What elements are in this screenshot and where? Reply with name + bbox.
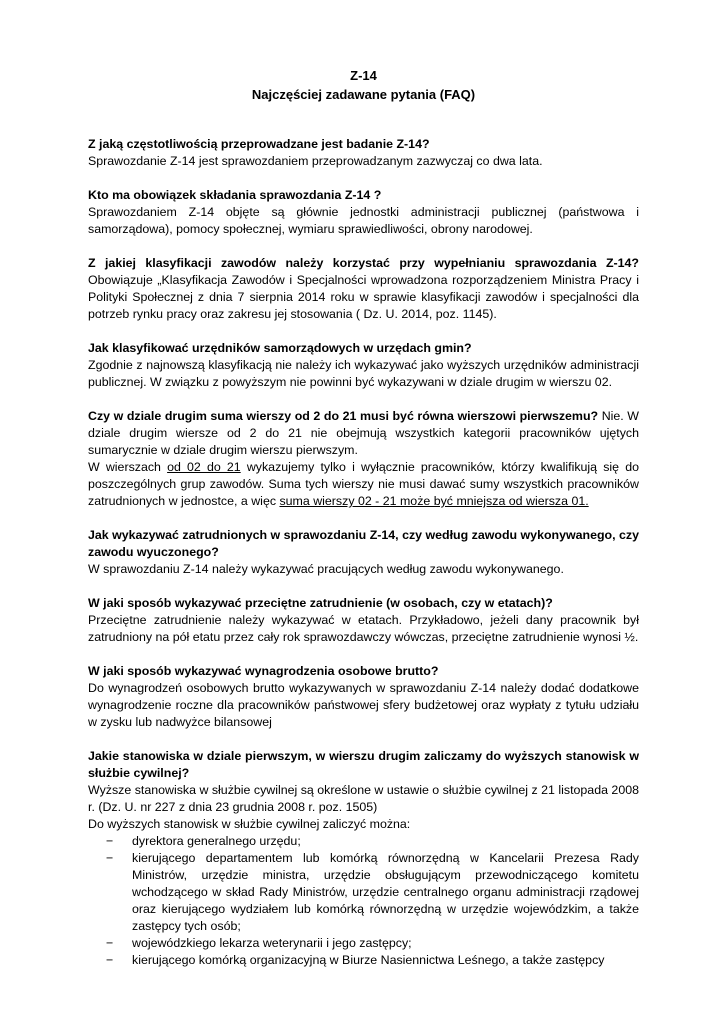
faq-question: Jakie stanowiska w dziale pierwszym, w wierszu drugim zaliczamy do wyższych stanowisk w służbie cywilnej?	[88, 749, 639, 780]
answer-text: wykazujemy tylko i wyłącznie pracowników, którzy kwalifikują się do poszczególnych grup zawodów. Suma tych wierszy nie musi dawać sumy wszystkich pracowników zatrudnionych w jednostce, a więc	[88, 460, 639, 508]
faq-question: Jak wykazywać zatrudnionych w sprawozdaniu Z-14, czy według zawodu wykonywanego, czy zawodu wyuczonego?	[88, 528, 639, 559]
underlined-text: od 02 do 21	[167, 460, 241, 474]
faq-item-officials	[88, 340, 639, 391]
faq-question: Kto ma obowiązek składania sprawozdania Z-14 ?	[88, 188, 382, 202]
senior-positions-list	[88, 833, 639, 969]
faq-question: Jak klasyfikować urzędników samorządowych w urzędach gmin?	[88, 341, 472, 355]
faq-question: Czy w dziale drugim suma wierszy od 2 do 21 musi być równa wierszowi pierwszemu?	[88, 409, 599, 423]
list-item: − wojewódzkiego lekarza weterynarii i jego zastępcy;	[88, 935, 639, 952]
faq-question-answer	[88, 255, 639, 323]
faq-item-row-sum	[88, 408, 639, 510]
faq-item-obligation	[88, 187, 639, 238]
document-subtitle: Najczęściej zadawane pytania (FAQ)	[251, 87, 476, 102]
faq-item-salaries	[88, 663, 639, 731]
answer-text: W wierszach	[88, 460, 168, 474]
faq-answer: Sprawozdanie Z-14 jest sprawozdaniem przeprowadzanym zazwyczaj co dwa lata.	[88, 154, 543, 168]
faq-question: Z jakiej klasyfikacji zawodów należy korzystać przy wypełnianiu sprawozdania Z-14?	[88, 256, 639, 270]
document-header	[88, 66, 639, 104]
faq-question-answer	[88, 408, 639, 459]
faq-item-average-employment	[88, 595, 639, 646]
faq-question: W jaki sposób wykazywać przeciętne zatrudnienie (w osobach, czy w etatach)?	[88, 596, 553, 610]
faq-item-profession	[88, 527, 639, 578]
faq-answer: Sprawozdaniem Z-14 objęte są głównie jednostki administracji publicznej (państwowa i samorządowa), pomocy społecznej, wymiaru sprawiedliwości, obrony narodowej.	[88, 205, 639, 236]
list-item: − dyrektora generalnego urzędu;	[88, 833, 639, 850]
faq-item-classification	[88, 255, 639, 323]
faq-answer: Obowiązuje „Klasyfikacja Zawodów i Specjalności wprowadzona rozporządzeniem Ministra Pracy i Polityki Społecznej z dnia 7 sierpnia 2014 roku w sprawie klasyfikacji zawodów i specjalności dla potrzeb rynku pracy oraz zakresu jej stosowania ( Dz. U. 2014, poz. 1145).	[88, 273, 639, 321]
document-title: Z-14	[350, 68, 377, 83]
faq-answer: W sprawozdaniu Z-14 należy wykazywać pracujących według zawodu wykonywanego.	[88, 562, 564, 576]
faq-answer: Przeciętne zatrudnienie należy wykazywać w etatach. Przykładowo, jeżeli dany pracownik był zatrudniony na pół etatu przez cały rok sprawozdawczy wówczas, przeciętne zatrudnienie wynosi ½.	[88, 613, 639, 644]
faq-question: W jaki sposób wykazywać wynagrodzenia osobowe brutto?	[88, 664, 439, 678]
faq-answer: Do wynagrodzeń osobowych brutto wykazywanych w sprawozdaniu Z-14 należy dodać dodatkowe wynagrodzenie roczne dla pracowników państwowej sfery budżetowej oraz wypłaty z tytułu udziału w zysku lub nadwyżce bilansowej	[88, 681, 639, 729]
faq-answer: Wyższe stanowiska w służbie cywilnej są określone w ustawie o służbie cywilnej z 21 listopada 2008 r. (Dz. U. nr 227 z dnia 23 grudnia 2008 r. poz. 1505)	[88, 783, 639, 814]
faq-question: Z jaką częstotliwością przeprowadzane jest badanie Z-14?	[88, 137, 430, 151]
underlined-text: suma wierszy 02 - 21 może być mniejsza od wiersza 01.	[279, 494, 589, 508]
list-item: − kierującego departamentem lub komórką równorzędną w Kancelarii Prezesa Rady Ministrów, urzędzie ministra, urzędzie obsługującym przewodniczącego komitetu wchodzącego w skład Rady Ministrów, urzędzie centralnego organu administracji rządowej oraz kierującego wydziałem lub komórką równorzędną w urzędzie wojewódzkim, a także zastępcy tych osób;	[88, 850, 639, 935]
list-item: − kierującego komórką organizacyjną w Biurze Nasiennictwa Leśnego, a także zastępcy	[88, 952, 639, 969]
document-page	[88, 66, 639, 969]
faq-answer-continued	[88, 459, 639, 510]
faq-answer: Zgodnie z najnowszą klasyfikacją nie należy ich wykazywać jako wyższych urzędników administracji publicznej. W związku z powyższym nie powinni być wykazywani w dziale drugim w wierszu 02.	[88, 358, 639, 389]
faq-item-senior-positions	[88, 748, 639, 969]
faq-item-frequency	[88, 136, 639, 170]
faq-answer: Nie. W dziale drugim wiersze od 2 do 21 nie obejmują wszystkich kategorii pracowników ujętych sumarycznie w dziale drugim wierszu pierwszym.	[88, 409, 639, 457]
faq-answer-continued: Do wyższych stanowisk w służbie cywilnej zaliczyć można:	[88, 817, 411, 831]
